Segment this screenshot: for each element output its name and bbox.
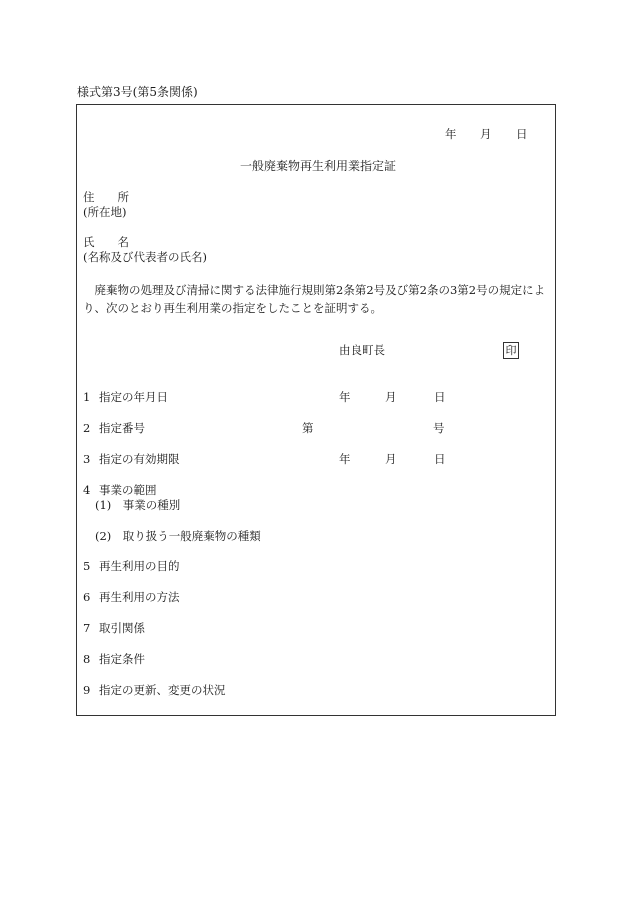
item-9-label: 指定の更新、変更の状況	[99, 683, 226, 697]
item-6-number: 6	[83, 590, 91, 604]
item-1-day: 日	[434, 390, 446, 404]
item-9-number: 9	[83, 683, 91, 697]
item-3-label: 指定の有効期限	[99, 452, 180, 466]
item-7-label: 取引関係	[99, 621, 145, 635]
item-7-number: 7	[83, 621, 91, 635]
page-title: 一般廃棄物再生利用業指定証	[240, 159, 397, 173]
address-sub-label: (所在地)	[83, 205, 127, 219]
item-5-number: 5	[83, 559, 91, 573]
date-day: 日	[516, 127, 528, 141]
body-text: 廃棄物の処理及び清掃に関する法律施行規則第2条第2号及び第2条の3第2号の規定により、次のとおり再生利用業の指定をしたことを証明する。	[83, 283, 546, 315]
item-2-prefix: 第	[302, 421, 314, 435]
item-4-sub-2: (2) 取り扱う一般廃棄物の種類	[95, 529, 261, 543]
certificate-frame	[76, 104, 556, 716]
name-sub-label: (名称及び代表者の氏名)	[83, 250, 207, 264]
item-6-label: 再生利用の方法	[99, 590, 180, 604]
item-4-label: 事業の範囲	[99, 483, 157, 497]
seal-mark: 印	[503, 342, 519, 359]
item-1-year: 年	[339, 390, 351, 404]
item-1-month: 月	[385, 390, 397, 404]
item-1-number: 1	[83, 390, 91, 404]
item-1-label: 指定の年月日	[99, 390, 168, 404]
item-3-year: 年	[339, 452, 351, 466]
item-4-sub-1: (1) 事業の種別	[95, 498, 181, 512]
item-8-label: 指定条件	[99, 652, 145, 666]
item-3-month: 月	[385, 452, 397, 466]
item-5-label: 再生利用の目的	[99, 559, 180, 573]
item-2-suffix: 号	[433, 421, 445, 435]
form-label: 様式第3号(第5条関係)	[77, 85, 198, 99]
item-4-number: 4	[83, 483, 91, 497]
name-label: 氏 名	[83, 235, 129, 249]
item-2-label: 指定番号	[99, 421, 145, 435]
issuer-name: 由良町長	[339, 343, 385, 357]
date-year: 年	[445, 127, 457, 141]
address-label: 住 所	[83, 190, 129, 204]
item-8-number: 8	[83, 652, 91, 666]
item-2-number: 2	[83, 421, 91, 435]
item-3-day: 日	[434, 452, 446, 466]
date-month: 月	[480, 127, 492, 141]
item-3-number: 3	[83, 452, 91, 466]
